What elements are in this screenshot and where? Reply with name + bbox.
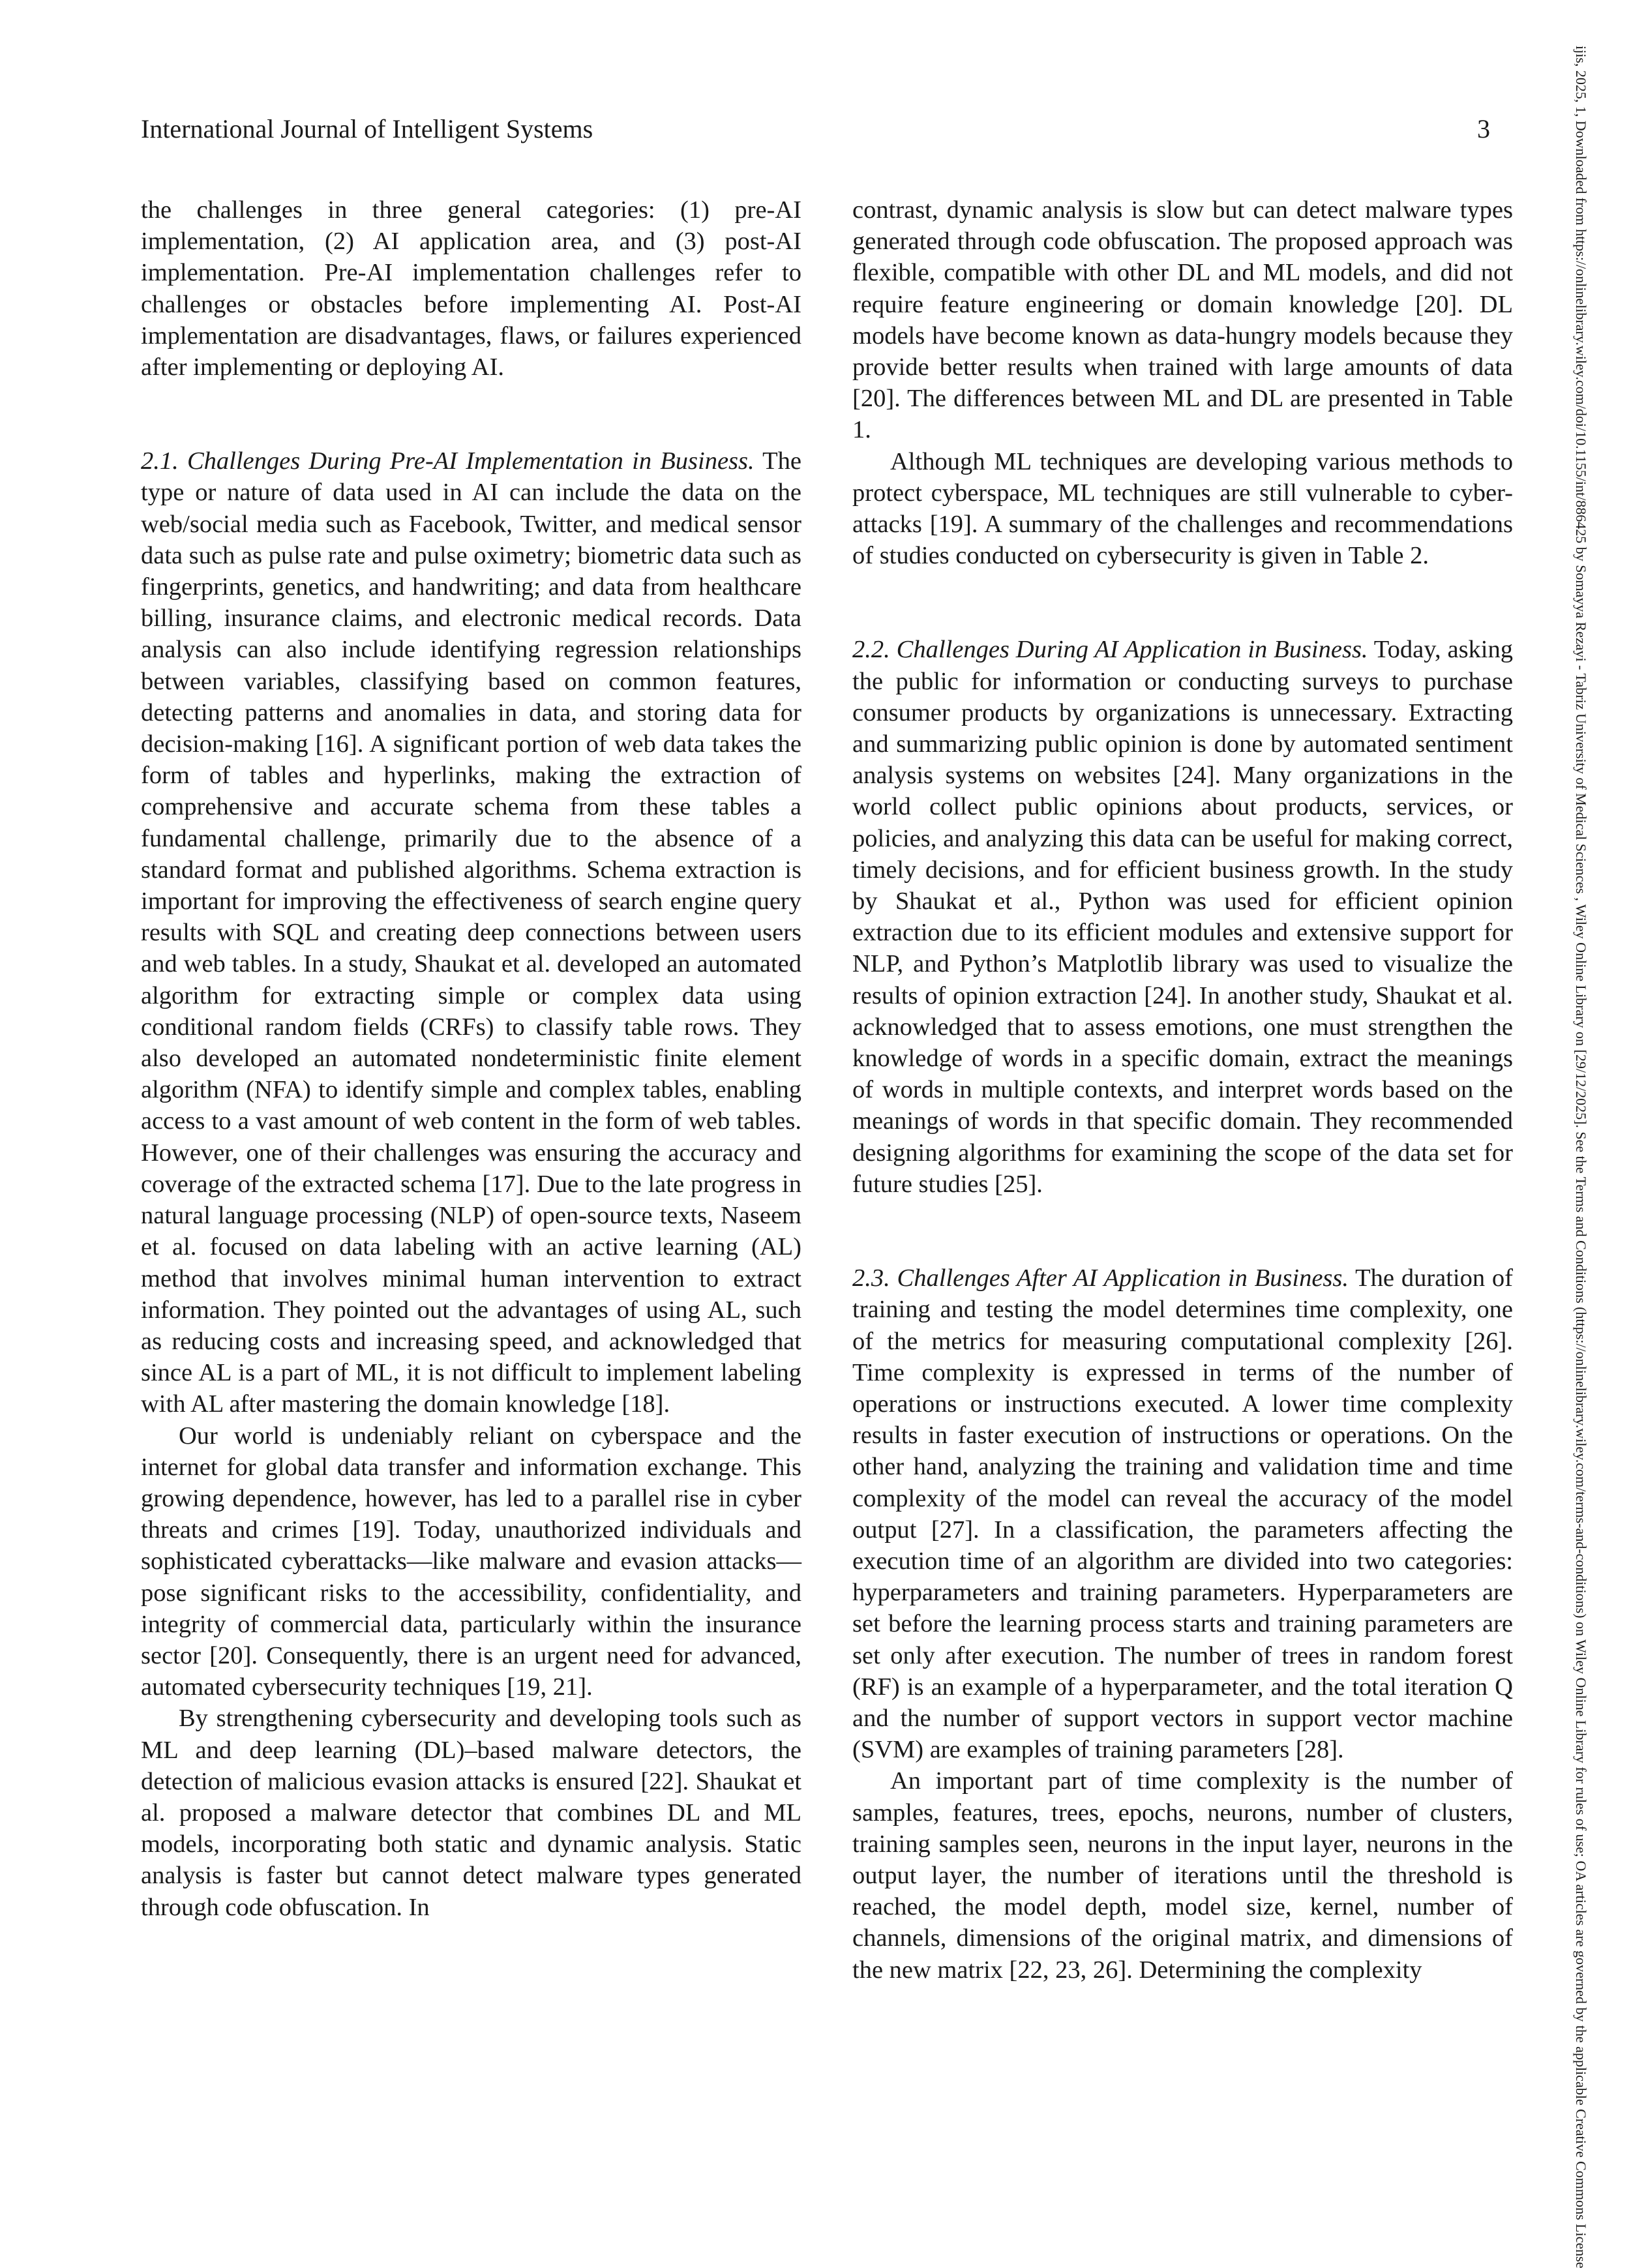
continued-paragraph: contrast, dynamic analysis is slow but can detect malware types generated through code obfuscation. The proposed approach was flexible, compatible with other DL and ML models, and did not require feature engineering or domain knowledge [20]. DL models have become known as data-hungry models because they provide better results when trained with large amounts of data [20]. The differences between ML and DL are presented in Table 1. — [852, 196, 1513, 444]
section-2-1-paragraph-2: Our world is undeniably reliant on cyberspace and the internet for global data transfer and information exchange. This growing dependence, however, has led to a parallel rise in cyber threats and crimes [19]. Today, unauthorized individuals and sophisticated cyberattacks—like malware and evasion attacks—pose significant risks to the accessibility, confidentiality, and integrity of commercial data, particularly within the insurance sector [20]. Consequently, there is an urgent need for advanced, automated cybersecurity techniques [19, 21]. — [141, 1422, 801, 1701]
running-header — [141, 112, 1490, 146]
section-2-2 — [852, 634, 1513, 1200]
section-2-2-paragraph-1 — [852, 634, 1513, 1200]
section-2-2-heading: 2.2. Challenges During AI Application in Business. — [852, 636, 1368, 664]
section-2-3-paragraph-2: An important part of time complexity is the number of samples, features, trees, epochs, neurons, number of clusters, training samples seen, neurons in the input layer, neurons in the output layer, the number of iterations until the threshold is reached, the model depth, model size, kernel, number of channels, dimensions of the original matrix, and dimensions of the new matrix [22, 23, 26]. Determining the complexity — [852, 1767, 1513, 1984]
section-2-1 — [141, 445, 801, 1923]
section-2-3 — [852, 1262, 1513, 1986]
section-2-2-text-1: Today, asking the public for information or conducting surveys to purchase consumer products by organizations is unnecessary. Extracting and summarizing public opinion is done by automated sentiment analysis systems on websites [24]. Many organizations in the world collect public opinions about products, services, or policies, and analyzing this data can be useful for making correct, timely decisions, and for efficient business growth. In the study by Shaukat et al., Python was used for efficient opinion extraction due to its efficient modules and extensive support for NLP, and Python’s Matplotlib library was used to visualize the results of opinion extraction [24]. In another study, Shaukat et al. acknowledged that to assess emotions, one must strengthen the knowledge of words in a specific domain, extract the meanings of words in multiple contexts, and interpret words based on the meanings of words in that specific domain. They recommended designing algorithms for examining the scope of the data set for future studies [25]. — [852, 636, 1513, 1198]
section-2-3-paragraph-1 — [852, 1262, 1513, 1765]
section-2-1-text-1: The type or nature of data used in AI can include the data on the web/social media such as Facebook, Twitter, and medical sensor data such as pulse rate and pulse oximetry; biometric data such as fingerprints, genetics, and handwriting; and data from healthcare billing, insurance claims, and electronic medical records. Data analysis can also include identifying regression relationships between variables, classifying based on common features, detecting patterns and anomalies in data, and storing data for decision-making [16]. A significant portion of web data takes the form of tables and hyperlinks, making the extraction of comprehensive and accurate schema from these tables a fundamental challenge, primarily due to the absence of a standard format and published algorithms. Schema extraction is important for improving the effectiveness of search engine query results with SQL and creating deep connections between users and web tables. In a study, Shaukat et al. developed an automated algorithm for extracting simple or complex data using conditional random fields (CRFs) to classify table rows. They also developed an automated nondeterministic finite element algorithm (NFA) to identify simple and complex tables, enabling access to a vast amount of web content in the form of web tables. However, one of their challenges was ensuring the accuracy and coverage of the extracted schema [17]. Due to the late progress in natural language processing (NLP) of open-source texts, Naseem et al. focused on data labeling with an active learning (AL) method that involves minimal human intervention to extract information. They pointed out the advantages of using AL, such as reducing costs and increasing speed, and acknowledged that since AL is a part of ML, it is not difficult to implement labeling with AL after mastering the domain knowledge [18]. — [141, 447, 801, 1418]
section-2-1-paragraph-3: By strengthening cybersecurity and developing tools such as ML and deep learning (DL)–based malware detectors, the detection of malicious evasion attacks is ensured [22]. Shaukat et al. proposed a malware detector that combines DL and ML models, incorporating both static and dynamic analysis. Static analysis is faster but cannot detect malware types generated through code obfuscation. In — [141, 1705, 801, 1921]
section-2-3-heading: 2.3. Challenges After AI Application in Business. — [852, 1264, 1349, 1292]
journal-title: International Journal of Intelligent Systems — [141, 114, 593, 143]
intro-paragraph: the challenges in three general categories: (1) pre-AI implementation, (2) AI application area, and (3) post-AI implementation. Pre-AI implementation challenges refer to challenges or obstacles before implementing AI. Post-AI implementation are disadvantages, flaws, or failures experienced after implementing or deploying AI. — [141, 196, 801, 381]
section-2-1-paragraph-1 — [141, 445, 801, 1420]
page-number: 3 — [1477, 114, 1490, 143]
section-2-1-heading: 2.1. Challenges During Pre-AI Implementation in Business. — [141, 447, 755, 475]
section-2-3-text-1: The duration of training and testing the model determines time complexity, one of the metrics for measuring computational complexity [26]. Time complexity is expressed in terms of the number of operations or instructions executed. A lower time complexity results in faster execution of instructions or operations. On the other hand, analyzing the training and validation time and time complexity of the model can reveal the accuracy of the model output [27]. In a classification, the parameters affecting the execution time of an algorithm are divided into two categories: hyperparameters and training parameters. Hyperparameters are set before the learning process starts and training parameters are set only after execution. The number of trees in random forest (RF) is an example of a hyperparameter, and the total iteration Q and the number of support vectors in support vector machine (SVM) are examples of training parameters [28]. — [852, 1264, 1513, 1764]
cybersecurity-paragraph: Although ML techniques are developing various methods to protect cyberspace, ML techniques are still vulnerable to cyber-attacks [19]. A summary of the challenges and recommendations of studies conducted on cybersecurity is given in Table 2. — [852, 447, 1513, 570]
right-column — [852, 194, 1513, 1986]
left-column — [141, 194, 801, 1923]
download-notice-sidebar: ijis, 2025, 1, Downloaded from https://onlinelibrary.wiley.com/doi/10.1155/int/886425 by Somayya Rezayi - Tabriz University of Medical Sciences , Wiley Online Library on [29/12/2025]. See the Terms and Conditions (https://onlinelibrary.wiley.com/terms-and-conditions) on Wiley Online Library for rules of use; OA articles are governed by the applicable Creative Commons License — [1573, 46, 1589, 2268]
